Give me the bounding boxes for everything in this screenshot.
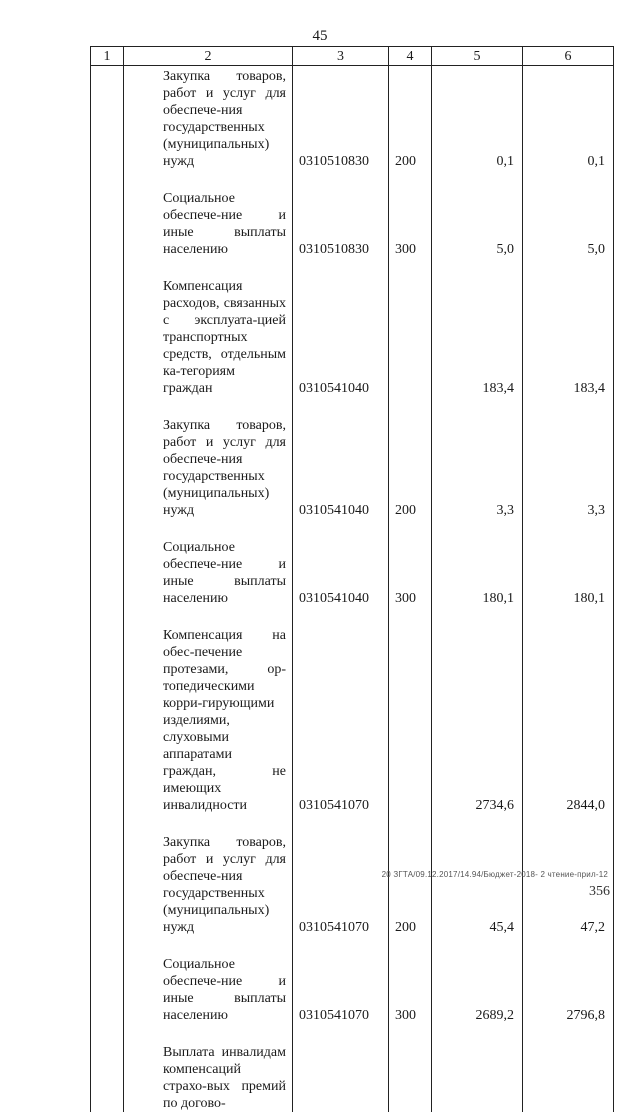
cell-expense-type: 200 [389, 417, 432, 523]
cell-value-5: 3,3 [432, 417, 523, 523]
cell-col-1 [91, 539, 124, 611]
cell-name: Социальное обеспече-ние и иные выплаты населению [124, 190, 293, 262]
cell-code: 0310541070 [293, 956, 389, 1028]
cell-col-1 [91, 66, 124, 175]
cell-value-6 [523, 1044, 614, 1112]
table-row [91, 66, 614, 175]
cell-value-6: 47,2 [523, 834, 614, 940]
cell-code: 0310541040 [293, 417, 389, 523]
cell-name: Социальное обеспече-ние и иные выплаты населению [124, 956, 293, 1028]
cell-name: Компенсация расходов, связанных с эксплуата-цией транспортных средств, отдельным ка-тегориям граждан [124, 278, 293, 401]
cell-value-6: 2796,8 [523, 956, 614, 1028]
header-col-1: 1 [91, 47, 124, 66]
cell-value-6: 2844,0 [523, 627, 614, 818]
cell-name: Выплата инвалидам компенсаций страхо-вых премий по догово- [124, 1044, 293, 1112]
cell-expense-type [389, 1044, 432, 1112]
cell-code: 0310541070 [293, 627, 389, 818]
header-col-5: 5 [432, 47, 523, 66]
cell-name: Закупка товаров, работ и услуг для обеспече-ния государственных (муниципальных) нужд [124, 66, 293, 175]
header-col-6: 6 [523, 47, 614, 66]
cell-value-5: 2734,6 [432, 627, 523, 818]
table-row [91, 834, 614, 940]
table-row [91, 1044, 614, 1112]
table-header [91, 47, 614, 66]
cell-value-6: 0,1 [523, 66, 614, 175]
cell-expense-type: 300 [389, 190, 432, 262]
cell-value-6: 183,4 [523, 278, 614, 401]
sheet-number: 356 [589, 884, 610, 900]
cell-value-5: 183,4 [432, 278, 523, 401]
cell-expense-type [389, 627, 432, 818]
cell-name: Закупка товаров, работ и услуг для обеспече-ния государственных (муниципальных) нужд [124, 417, 293, 523]
header-col-3: 3 [293, 47, 389, 66]
cell-code [293, 1044, 389, 1112]
table-row [91, 278, 614, 401]
cell-col-1 [91, 627, 124, 818]
cell-code: 0310541040 [293, 278, 389, 401]
table-row [91, 190, 614, 262]
cell-col-1 [91, 278, 124, 401]
cell-name: Закупка товаров, работ и услуг для обеспече-ния государственных (муниципальных) нужд [124, 834, 293, 940]
cell-code: 0310541070 [293, 834, 389, 940]
table-row [91, 417, 614, 523]
cell-code: 0310541040 [293, 539, 389, 611]
header-col-4: 4 [389, 47, 432, 66]
cell-value-5: 45,4 [432, 834, 523, 940]
cell-col-1 [91, 190, 124, 262]
cell-expense-type: 300 [389, 956, 432, 1028]
cell-value-6: 3,3 [523, 417, 614, 523]
cell-value-5: 2689,2 [432, 956, 523, 1028]
cell-col-1 [91, 417, 124, 523]
cell-value-5: 180,1 [432, 539, 523, 611]
cell-expense-type: 300 [389, 539, 432, 611]
cell-name: Социальное обеспече-ние и иные выплаты населению [124, 539, 293, 611]
cell-expense-type: 200 [389, 834, 432, 940]
table-row [91, 539, 614, 611]
budget-table [90, 46, 614, 1112]
cell-name: Компенсация на обес-печение протезами, ор-топедическими корри-гирующими изделиями, слуховыми аппаратами граждан, не имеющих инвалидности [124, 627, 293, 818]
cell-col-1 [91, 834, 124, 940]
cell-col-1 [91, 956, 124, 1028]
table-row [91, 956, 614, 1028]
header-row [91, 47, 614, 66]
cell-code: 0310510830 [293, 66, 389, 175]
cell-expense-type: 200 [389, 66, 432, 175]
header-col-2: 2 [124, 47, 293, 66]
cell-value-5 [432, 1044, 523, 1112]
cell-value-6: 5,0 [523, 190, 614, 262]
table-body [91, 66, 614, 1112]
table-row [91, 627, 614, 818]
footer-file-path: 20 ЗГТА/09.12.2017/14.94/Бюджет-2018- 2 чтение-прил-12 [382, 870, 608, 879]
cell-expense-type [389, 278, 432, 401]
cell-value-5: 0,1 [432, 66, 523, 175]
page-number: 45 [0, 28, 640, 45]
cell-value-5: 5,0 [432, 190, 523, 262]
cell-col-1 [91, 1044, 124, 1112]
cell-value-6: 180,1 [523, 539, 614, 611]
cell-code: 0310510830 [293, 190, 389, 262]
